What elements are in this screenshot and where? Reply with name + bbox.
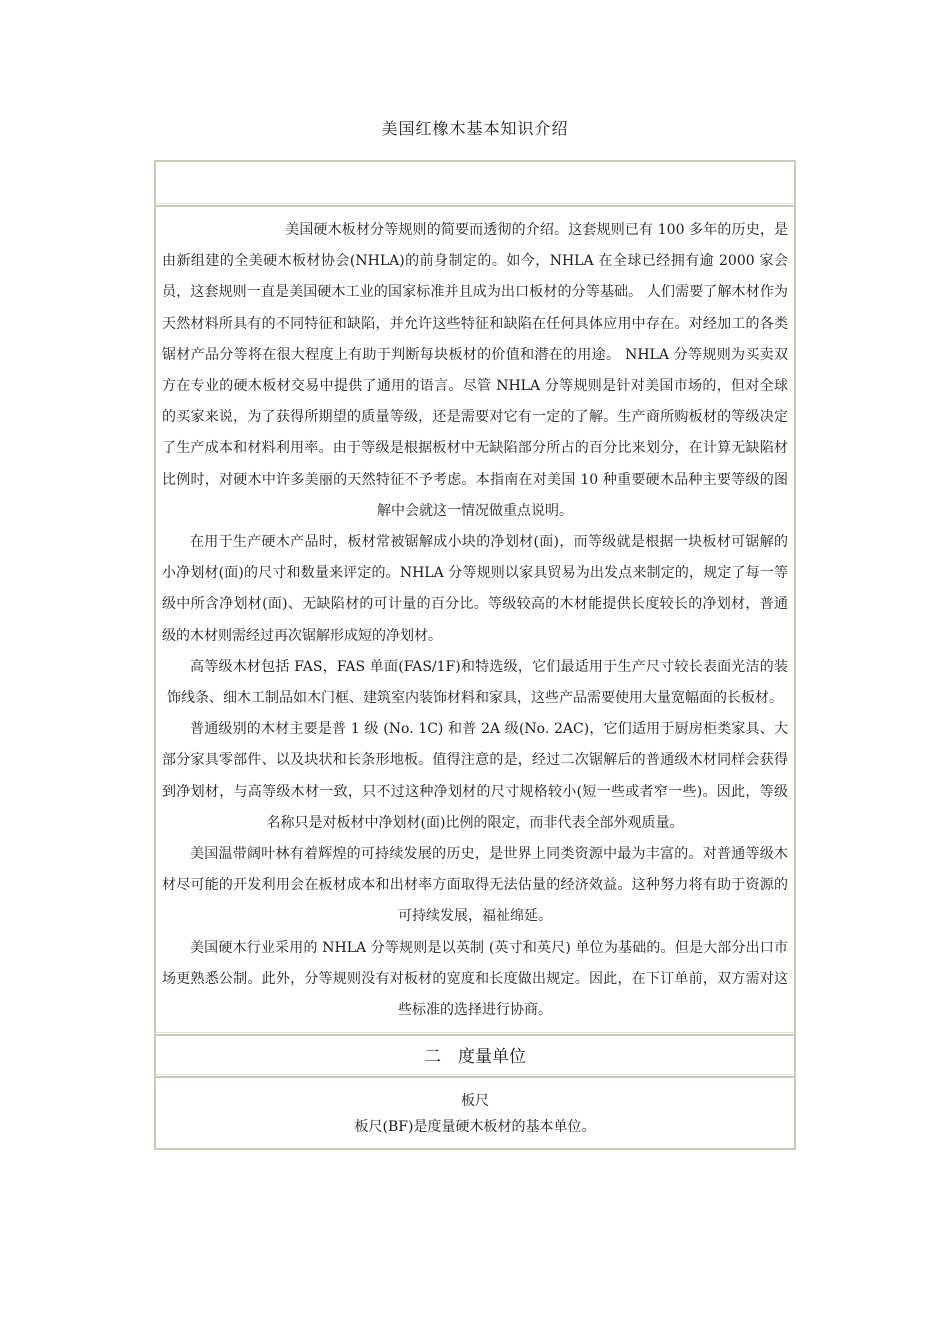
paragraph-sustainability: 美国温带阔叶林有着辉煌的可持续发展的历史，是世界上同类资源中最为丰富的。对普通等级木材尽可能的开发利用会在板材成本和出材率方面取得无法估量的经济效益。这种努力将有助于资源的可持续发展，福祉绵延。 <box>162 846 788 925</box>
document-title: 美国红橡木基本知识介绍 <box>381 119 569 138</box>
paragraph-grading: 在用于生产硬木产品时，板材常被锯解成小块的净划材(面)，而等级就是根据一块板材可锯解的小净划材(面)的尺寸和数量来评定的。NHLA 分等规则以家具贸易为出发点来制定的，规定了每一等级中所含净划材(面)、无缺陷材的可计量的百分比。等级较高的木材能提供长度较长的净划材，普通级的木材则需经过再次锯解形成短的净划材。 <box>162 534 788 644</box>
section-heading: 二 度量单位 <box>424 1047 526 1068</box>
paragraph-high-grades: 高等级木材包括 FAS，FAS 单面(FAS/1F)和特选级，它们最适用于生产尺寸较长表面光洁的装饰线条、细木工制品如木门框、建筑室内装饰材料和家具，这些产品需要使用大量宽幅面的长板材。 <box>167 658 788 707</box>
subheading-board-foot: 板尺 <box>461 1093 489 1110</box>
content-table <box>154 160 796 1150</box>
board-foot-definition: 板尺(BF)是度量硬木板材的基本单位。 <box>354 1119 596 1136</box>
section-heading-row <box>156 1036 794 1078</box>
paragraph-units: 美国硬木行业采用的 NHLA 分等规则是以英制 (英寸和英尺) 单位为基础的。但是大部分出口市场更熟悉公制。此外，分等规则没有对板材的宽度和长度做出规定。因此，在下订单前，双方需对这些标准的选择进行协商。 <box>162 939 788 1019</box>
paragraph-intro: 美国硬木板材分等规则的简要而透彻的介绍。这套规则已有 100 多年的历史，是由新组建的全美硬木板材协会(NHLA)的前身制定的。如今，NHLA 在全球已经拥有逾 2000 家会员，这套规则一直是美国硬木工业的国家标准并且成为出口板材的分等基础。 人们需要了解木材作为天然材料所具有的不同特征和缺陷，并允许这些特征和缺陷在任何具体应用中存在。对经加工的各类锯材产品分等将在很大程度上有助于判断每块板材的价值和潜在的用途。 NHLA 分等规则为买卖双方在专业的硬木板材交易中提供了通用的语言。尽管 NHLA 分等规则是针对美国市场的，但对全球的买家来说，为了获得所期望的质量等级，还是需要对它有一定的了解。生产商所购板材的等级决定了生产成本和材料利用率。由于等级是根据板材中无缺陷部分所占的百分比来划分，在计算无缺陷材比例时，对硬木中许多美丽的天然特征不予考虑。本指南在对美国 10 种重要硬木品种主要等级的图解中会就这一情况做重点说明。 <box>162 222 788 519</box>
board-foot-row <box>156 1078 794 1148</box>
intro-body-row <box>156 207 794 1036</box>
paragraph-common-grades: 普通级别的木材主要是普 1 级 (No. 1C) 和普 2A 级(No. 2AC)，它们适用于厨房柜类家具、大部分家具零部件、以及块状和长条形地板。值得注意的是，经过二次锯解后的普通级木材同样会获得到净划材，与高等级木材一致，只不过这种净划材的尺寸规格较小(短一些或者窄一些)。因此，等级名称只是对板材中净划材(面)比例的限定，而非代表全部外观质量。 <box>162 721 788 831</box>
empty-header-row <box>156 162 794 207</box>
